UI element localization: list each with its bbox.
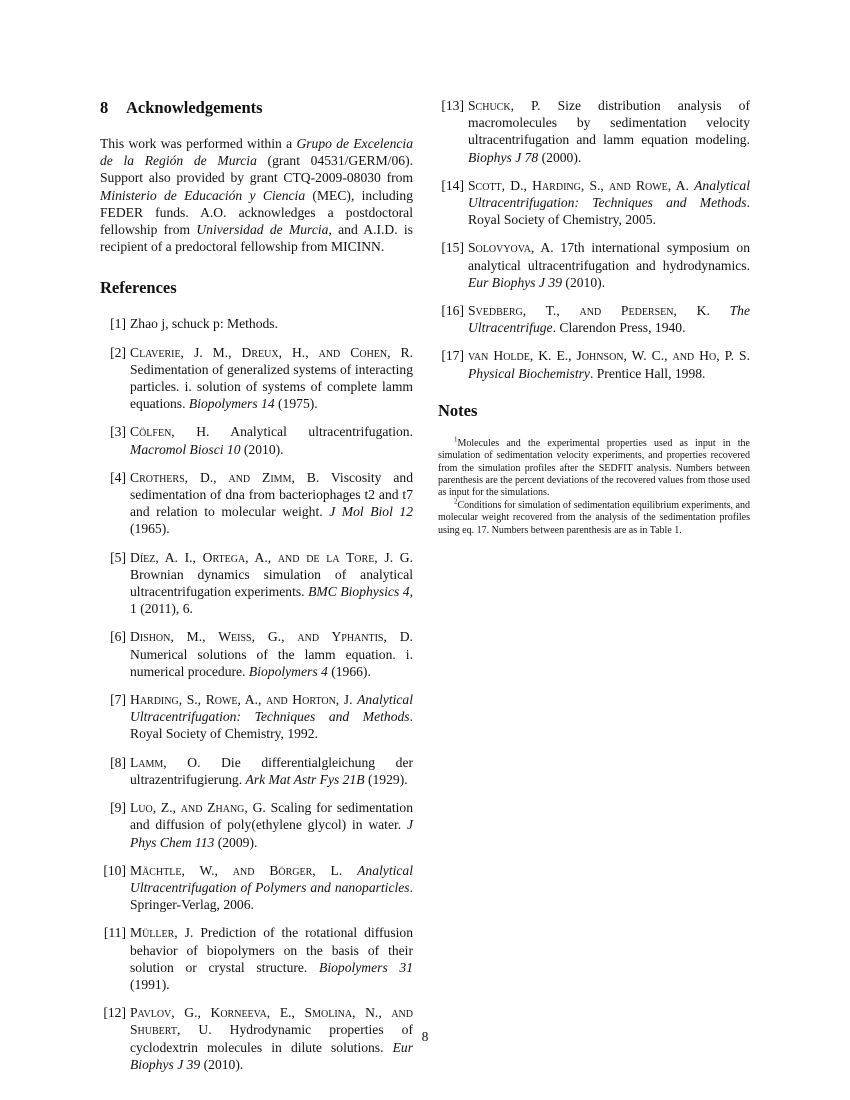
reference-item — [438, 177, 750, 229]
reference-item — [438, 239, 750, 291]
reference-item — [100, 423, 413, 457]
reference-item — [100, 469, 413, 538]
reference-number: [2] — [110, 344, 126, 360]
reference-source: J Mol Biol 12 — [329, 504, 413, 520]
reference-text: (1929). — [364, 771, 408, 787]
reference-list-left — [100, 315, 413, 1073]
reference-authors: Crothers, D., and Zimm, B. — [130, 469, 320, 485]
references-heading: References — [100, 278, 177, 298]
reference-text: Die differentialgleichung der ultrazentrifugierung. — [130, 754, 413, 787]
reference-authors: Solovyova, A. — [468, 240, 554, 256]
reference-text: Size distribution analysis of macromolecules by sedimentation velocity ultracentrifugation and lamm equation modeling. — [468, 98, 750, 148]
note-1 — [438, 435, 750, 500]
reference-text: (1975). — [274, 396, 318, 412]
reference-number: [6] — [110, 629, 126, 645]
reference-text: (2009). — [214, 834, 258, 850]
reference-source: The Ultracentrifuge — [468, 303, 750, 336]
reference-number: [3] — [110, 424, 126, 440]
reference-text: Viscosity and sedimentation of dna from bacteriophages t2 and t7 and relation to molecular weight. — [130, 469, 413, 520]
reference-text: (2000). — [538, 149, 582, 165]
reference-authors: Claverie, J. M., Dreux, H., and Cohen, R. — [130, 344, 413, 360]
reference-authors: van Holde, K. E., Johnson, W. C., and Ho, P. S. — [468, 348, 750, 364]
reference-number: [17] — [441, 348, 464, 364]
reference-text: Zhao j, schuck p: Methods. — [130, 316, 278, 332]
notes-heading: Notes — [438, 400, 478, 420]
reference-authors: Pavlov, G., Korneeva, E., Smolina, N., and Shubert, U. — [130, 1005, 413, 1038]
reference-number: [4] — [110, 469, 126, 485]
right-column — [438, 97, 750, 537]
reference-text — [710, 303, 730, 318]
reference-authors: Harding, S., Rowe, A., and Horton, J. — [130, 692, 353, 708]
reference-number: [10] — [103, 862, 126, 878]
reference-text — [342, 863, 357, 878]
reference-item — [438, 302, 750, 336]
reference-item — [100, 799, 413, 851]
reference-source: Eur Biophys J 39 — [468, 274, 563, 290]
ack-part: , and A.I.D. is recipient of a predoctoral fellowship from MICINN. — [100, 222, 413, 255]
ack-part: Universidad de Murcia — [196, 222, 329, 238]
reference-authors: Schuck, P. — [468, 98, 541, 113]
reference-text: . Royal Society of Chemistry, 1992. — [130, 709, 413, 742]
reference-authors: Müller, J. — [130, 925, 194, 941]
reference-text: . Royal Society of Chemistry, 2005. — [468, 195, 750, 228]
reference-text: . Clarendon Press, 1940. — [552, 320, 686, 336]
reference-text: 17th international symposium on analytical ultracentrifugation and hydrodynamics. — [468, 240, 750, 273]
reference-item — [100, 628, 413, 680]
reference-item — [438, 347, 750, 381]
reference-text: (2010). — [562, 274, 606, 290]
ack-part: This work was performed within a — [100, 136, 297, 151]
acknowledgements-heading — [100, 97, 413, 119]
reference-authors: Dishon, M., Weiss, G., and Yphantis, D. — [130, 629, 413, 645]
reference-number: [11] — [103, 925, 126, 941]
reference-text: Analytical ultracentrifugation. — [209, 424, 413, 440]
reference-text: Numerical solutions of the lamm equation. i. numerical procedure. — [130, 646, 413, 679]
note-text: Conditions for simulation of sedimentation equilibrium experiments, and molecular weight recovered from the analysis of the sedimentation profiles using eq. 17. Numbers between parenthesis are as in Table 1. — [438, 499, 750, 536]
left-column — [100, 97, 413, 1084]
section-title: Acknowledgements — [126, 98, 263, 117]
reference-number: [9] — [110, 800, 126, 816]
ack-part: Ministerio de Educación y Ciencia — [100, 187, 306, 203]
reference-number: [7] — [110, 692, 126, 708]
reference-source: Biopolymers 31 — [319, 959, 413, 975]
reference-item — [100, 344, 413, 413]
reference-text: (1965). — [130, 521, 170, 537]
page-number: 8 — [421, 1029, 429, 1044]
reference-source: Biopolymers 14 — [188, 396, 275, 412]
reference-list-right — [438, 97, 750, 382]
ack-part: (MEC), including FEDER funds. A.O. acknowledges a postdoctoral fellowship from — [100, 187, 413, 238]
reference-text: , 1 (2011), 6. — [130, 584, 413, 617]
reference-text: Scaling for sedimentation and diffusion of poly(ethylene glycol) in water. — [130, 800, 413, 833]
reference-item — [100, 691, 413, 743]
reference-authors: Lamm, O. — [130, 754, 201, 770]
reference-source: J Phys Chem 113 — [130, 817, 413, 850]
reference-number: [8] — [110, 754, 126, 770]
reference-number: [15] — [441, 240, 464, 256]
reference-item — [100, 862, 413, 914]
reference-text: (1991). — [130, 976, 170, 992]
reference-number: [5] — [110, 549, 126, 565]
reference-source: Eur Biophys J 39 — [130, 1039, 413, 1072]
reference-source: Ark Mat Astr Fys 21B — [245, 771, 365, 787]
reference-text: . Springer-Verlag, 2006. — [130, 879, 413, 913]
acknowledgements-text — [100, 135, 413, 255]
reference-number: [12] — [103, 1005, 126, 1021]
note-2 — [438, 497, 750, 537]
reference-text: Sedimentation of generalized systems of interacting particles. i. solution of systems of complete lamm equations. — [130, 361, 413, 412]
reference-source: Analytical Ultracentrifugation: Techniques and Methods — [130, 692, 413, 725]
reference-source: Physical Biochemistry — [468, 365, 590, 381]
reference-authors: Díez, A. I., Ortega, A., and de la Tore, J. G. — [130, 549, 413, 565]
ack-part: Grupo de Excelencia de la Región de Murcia — [100, 136, 413, 169]
note-text: Molecules and the experimental properties used as input in the simulation of sedimentation velocity experiments, and properties recovered from the simulation profiles after the SEDFIT analysis. Numbers between parenthesis are the percent deviations of the recovered values from those used as input for the simulations. — [438, 437, 750, 499]
reference-source: Analytical Ultracentrifugation: Techniques and Methods — [468, 177, 750, 211]
reference-item — [100, 549, 413, 618]
reference-item — [438, 97, 750, 166]
reference-number: [14] — [441, 177, 464, 193]
reference-number: [1] — [110, 316, 126, 332]
reference-item — [100, 754, 413, 788]
reference-authors: Svedberg, T., and Pedersen, K. — [468, 303, 710, 319]
reference-authors: Mächtle, W., and Börger, L. — [130, 862, 343, 878]
reference-text: . Prentice Hall, 1998. — [589, 365, 706, 381]
reference-text: (2010). — [200, 1056, 244, 1072]
section-number: 8 — [100, 98, 109, 117]
reference-number: [13] — [441, 98, 464, 113]
reference-text: Prediction of the rotational diffusion behavior of biopolymers on the basis of their solution or crystal structure. — [130, 925, 413, 975]
note-marker: 2 — [454, 497, 458, 506]
reference-item — [100, 924, 413, 993]
reference-authors: Cölfen, H. — [130, 424, 210, 440]
ack-part: (grant 04531/GERM/06). Support also provided by grant CTQ-2009-08030 from — [100, 153, 413, 186]
reference-source: Biophys J 78 — [468, 149, 539, 165]
reference-item — [100, 315, 413, 332]
reference-text: Hydrodynamic properties of cyclodextrin molecules in dilute solutions. — [130, 1022, 413, 1055]
note-marker: 1 — [454, 435, 458, 444]
reference-text: Brownian dynamics simulation of analytical ultracentrifugation experiments. — [130, 566, 413, 600]
reference-source: Macromol Biosci 10 — [130, 441, 241, 457]
reference-source: Analytical Ultracentrifugation of Polymers and nanoparticles — [130, 862, 413, 895]
reference-source: Biopolymers 4 — [248, 663, 328, 679]
reference-text: (1966). — [327, 663, 371, 679]
reference-source: BMC Biophysics 4 — [308, 584, 410, 600]
notes-section — [438, 435, 750, 537]
reference-number: [16] — [441, 303, 464, 319]
reference-authors: Scott, D., Harding, S., and Rowe, A. — [468, 177, 689, 193]
reference-authors: Luo, Z., and Zhang, G. — [130, 800, 266, 816]
reference-text: (2010). — [240, 441, 284, 457]
